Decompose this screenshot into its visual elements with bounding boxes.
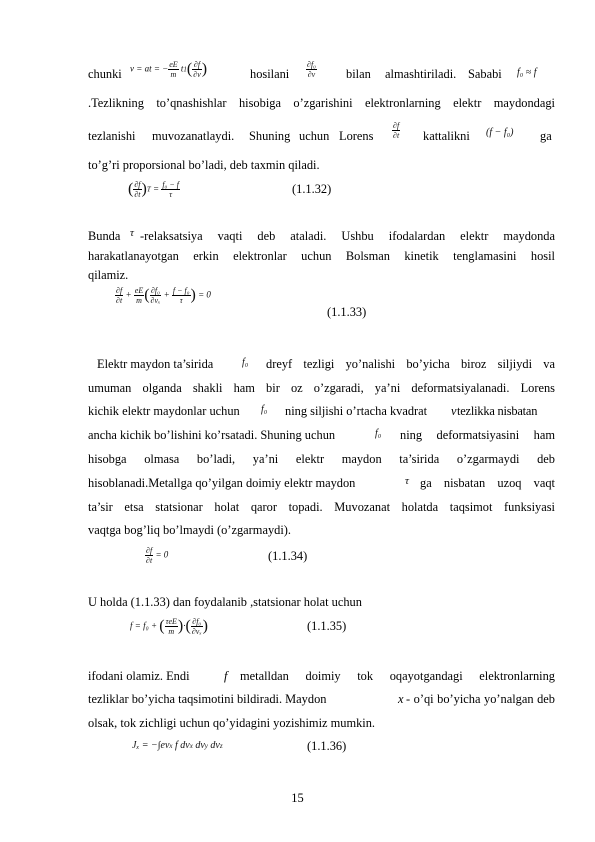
formula-f0-approx-f: f₀ ≈ f <box>517 67 537 78</box>
f-symbol: f <box>224 669 228 683</box>
equation-number: (1.1.33) <box>327 305 367 319</box>
para3-line5: hisobga olmasa bo’ladi, ya’ni elektr maydon ta’sirida o’zgarmaydi deb <box>88 452 555 466</box>
para3-line4-rest: ning deformatsiyasini ham <box>400 428 555 442</box>
para5-line3: olsak, tok zichligi uchun qo’yidagini yozishimiz mumkin. <box>88 716 376 730</box>
equation-1-1-34: $\frac{\partial f}{\partial t}$ = 0 <box>146 546 169 565</box>
word: Elektr maydon ta’sirida <box>97 357 214 371</box>
para2-line1-rest: -relaksatsiya vaqti deb ataladi. Ushbu ifodalardan elektr maydonda <box>140 229 555 243</box>
f0-symbol: f₀ <box>375 428 382 439</box>
word: muvozanatlaydi. <box>152 129 235 143</box>
v-symbol: v <box>451 404 457 418</box>
equation-1-1-32: ( $\frac{\partial f}{\partial t}$ )T = $\frac{\text{f₀ − f}}{\tau}$ <box>128 180 179 199</box>
para3-line1-rest: dreyf tezligi yo’nalishi bo’yicha biroz siljiydi va <box>266 357 555 371</box>
para5-line1-rest: metalldan doimiy tok oqayotgandagi elektronlarning <box>240 669 555 683</box>
word: uchun <box>299 129 330 143</box>
equation-number: (1.1.34) <box>268 549 308 563</box>
para3-line8: vaqtga bog’liq bo’lmaydi (o’zgarmaydi). <box>88 523 292 537</box>
word: kattalikni <box>423 129 470 143</box>
para3-line6-rest: ga nisbatan uzoq vaqt <box>420 476 555 490</box>
formula-velocity: v = at = − $\frac{eE}{m}$ t1( $\frac{\partial f}{\partial v}$ ) <box>130 60 208 79</box>
tau-symbol: τ <box>405 475 409 487</box>
equation-1-1-36: Jₓ = −∫evx f dvx dvy dvz <box>132 740 223 751</box>
word: hosilani <box>250 67 290 81</box>
word: tezlikka nisbatan <box>457 404 538 418</box>
para3-line7: ta’sir etsa statsionar holat qaror topadi. Muvozanat holatda taqsimot funksiyasi <box>88 500 555 514</box>
equation-number: (1.1.36) <box>307 739 347 753</box>
formula-df-dt: $\frac{\partial f}{\partial t}$ <box>393 121 400 140</box>
equation-1-1-33: $\frac{\partial f}{\partial t}$ + $\frac{eE}{m}$ ( $\frac{\text{∂f₀}}{\text{∂vₓ}}$ + $\frac{\text{f − f₀}}{\tau}$ ) = 0 <box>116 286 211 305</box>
word: ga <box>540 129 552 143</box>
para2-line3: qilamiz. <box>88 268 129 282</box>
f0-symbol: f₀ <box>261 404 268 415</box>
word: ancha kichik bo’lishini ko’rsatadi. Shuning uchun <box>88 428 336 442</box>
equation-number: (1.1.32) <box>292 182 332 196</box>
formula-f-minus-f0: (f − f₀) <box>486 127 514 138</box>
page-number: 15 <box>291 791 304 805</box>
formula-derivative: $\frac{\text{∂f₀}}{\partial v}$ <box>307 60 316 79</box>
para1-line4: to’g’ri proporsional bo’ladi, deb taxmin qiladi. <box>88 158 320 172</box>
word: Bunda <box>88 229 121 243</box>
equation-1-1-35: f = f₀ + ( $\frac{\text{τeE}}{m}$ )·( $\frac{\text{∂f₀}}{\text{∂vₓ}}$ ) <box>130 617 208 636</box>
equation-number: (1.1.35) <box>307 619 347 633</box>
word: bilan <box>346 67 371 81</box>
word: ifodani olamiz. Endi <box>88 669 190 683</box>
word: tezliklar bo’yicha taqsimotini bildiradi. Maydon <box>88 692 327 706</box>
word: almashtiriladi. <box>385 67 457 81</box>
word: tezlanishi <box>88 129 136 143</box>
para2-line2: harakatlanayotgan erkin elektronlar uchun Bolsman kinetik tenglamasini hosil <box>88 249 555 263</box>
word: Shuning <box>249 129 291 143</box>
f0-symbol: f₀ <box>242 357 249 368</box>
word: Sababi <box>468 67 502 81</box>
para3-line2: umuman olganda shakli ham bir oz o’zgaradi, ya’ni deformatsiyalanadi. Lorens <box>88 381 555 395</box>
word: kichik elektr maydonlar uchun <box>88 404 240 418</box>
para1-line2: .Tezlikning to’qnashishlar hisobiga o’zgarishini elektronlarning elektr maydondagi <box>88 96 555 110</box>
tau-symbol: τ <box>130 227 134 239</box>
word: ning siljishi o’rtacha kvadrat <box>285 404 428 418</box>
word: chunki <box>88 67 122 81</box>
para4-line1: U holda (1.1.33) dan foydalanib ,statsionar holat uchun <box>88 595 362 609</box>
para5-line2-rest: - o’qi bo’yicha yo’nalgan deb <box>406 692 555 706</box>
word: hisoblanadi.Metallga qo’yilgan doimiy elektr maydon <box>88 476 356 490</box>
word: Lorens <box>339 129 374 143</box>
x-symbol: x <box>398 692 404 706</box>
